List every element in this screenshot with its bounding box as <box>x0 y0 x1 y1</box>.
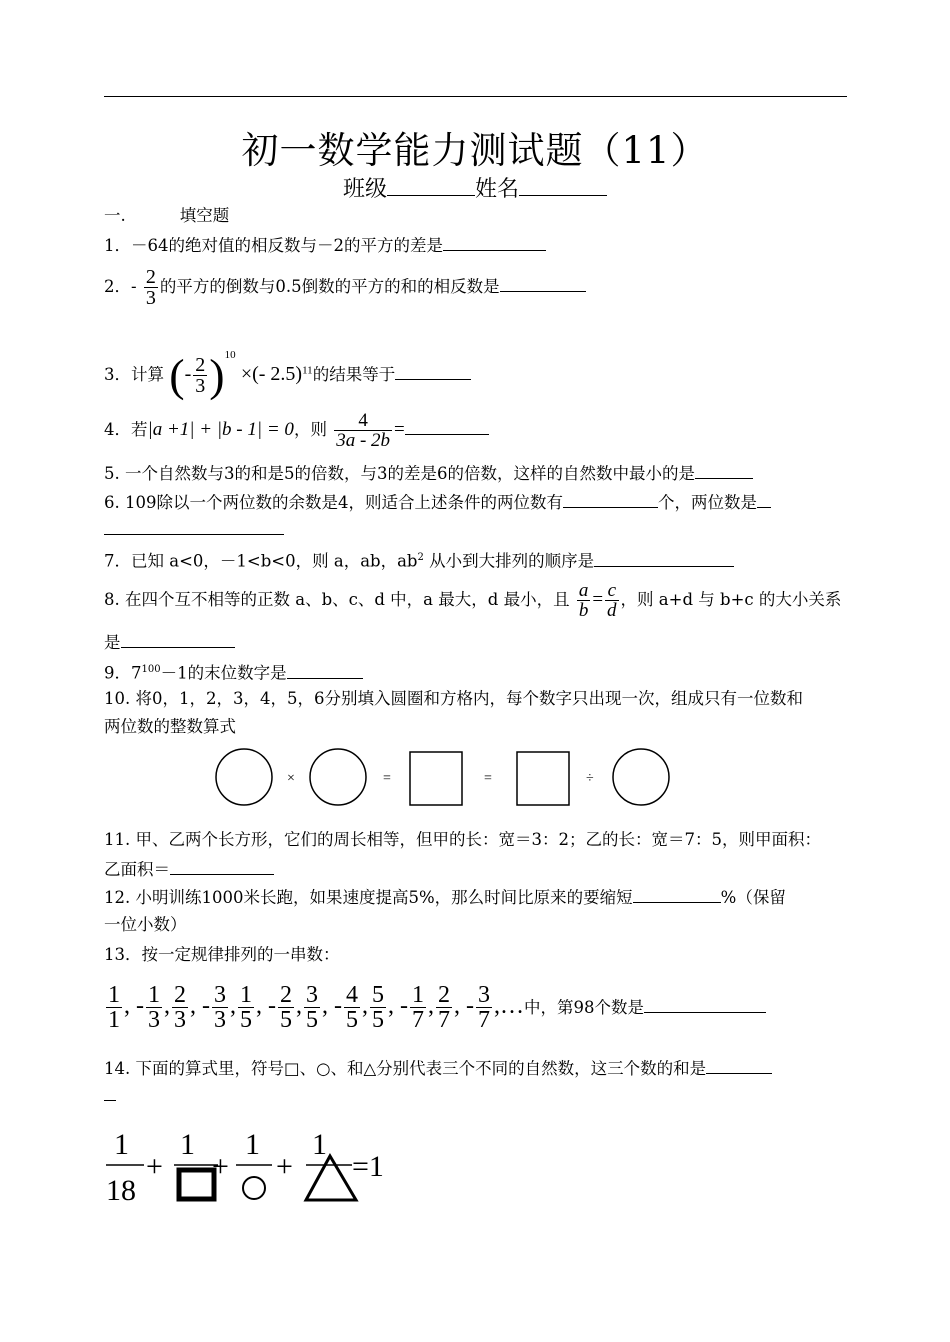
q10-shapes <box>0 740 950 815</box>
sequence-fraction: $\frac{5}{5}$ <box>372 981 384 1033</box>
fraction-numerator: 1 <box>180 1128 195 1161</box>
sequence-separator: , - <box>124 993 144 1019</box>
question-10: 10. 将0，1，2，3，4，5，6分别填入圆圈和方格内，每个数字只出现一次，组成只有一位数和 <box>104 689 803 708</box>
plus-sign: + <box>212 1150 229 1183</box>
answer-blank <box>644 996 766 1013</box>
sequence-separator: , - <box>256 993 276 1019</box>
answer-blank <box>443 234 546 251</box>
question-8-cont: 是 <box>104 631 235 654</box>
question-6-cont <box>104 518 284 541</box>
circle-symbol <box>243 1177 265 1199</box>
sequence-separator: , <box>362 993 368 1019</box>
question-14: 14. 下面的算式里，符号□、○、和△分别代表三个不同的自然数，这三个数的和是 <box>104 1057 772 1080</box>
plus-sign: + <box>146 1150 163 1183</box>
question-14-cont <box>104 1084 116 1107</box>
triangle-symbol <box>306 1156 356 1200</box>
class-blank <box>387 179 475 196</box>
circle-slot <box>613 749 669 805</box>
fraction-denominator: 18 <box>106 1174 136 1207</box>
name-blank <box>519 179 607 196</box>
question-8: 8. 在四个互不相等的正数 a、b、c、d 中，a 最大，d 最小，且 $\frac{a}{b}$ = $\frac{c}{d}$ ，则 a+d 与 b+c 的大小关系 <box>104 580 842 621</box>
page-title: 初一数学能力测试题（11） <box>241 129 709 172</box>
fraction: $\frac{4}{3a - 2b}$ <box>336 410 391 451</box>
sequence-separator: , - <box>454 993 474 1019</box>
sequence-fraction: $\frac{1}{5}$ <box>240 981 252 1033</box>
square-symbol <box>179 1170 214 1199</box>
question-9: 9．$7^{100}-1$的末位数字是 <box>104 659 363 685</box>
square-slot <box>410 752 462 805</box>
sequence-fraction: $\frac{1}{3}$ <box>148 981 160 1033</box>
number-sequence: $\frac{1}{1}$ , - $\frac{1}{3}$ , $\frac{2}{3}$ , - $\frac{3}{3}$ , $\frac{1}{5}$ , - $\frac{2}{5}$ , $\frac{3}{5}$ , - $\frac{4}{5}$ , $\frac{5}{5}$ , - $\frac{1}{7}$ , $\frac{2}{7}$ , - $\frac{3}{7}$ , <box>108 981 500 1033</box>
sequence-fraction: $\frac{3}{7}$ <box>478 981 490 1033</box>
question-13-sequence: $\frac{1}{1}$ , - $\frac{1}{3}$ , $\frac{2}{3}$ , - $\frac{3}{3}$ , $\frac{1}{5}$ , - $\frac{2}{5}$ , $\frac{3}{5}$ , - $\frac{4}{5}$ , $\frac{5}{5}$ , - $\frac{1}{7}$ , $\frac{2}{7}$ , - $\frac{3}{7}$ ,…中，第98个数是 <box>104 976 766 1038</box>
answer-blank <box>395 363 471 380</box>
answer-blank <box>287 662 363 679</box>
sequence-separator: , - <box>190 993 210 1019</box>
answer-blank <box>121 631 235 648</box>
sequence-fraction: $\frac{1}{1}$ <box>108 981 120 1033</box>
sequence-fraction: $\frac{3}{3}$ <box>214 981 226 1033</box>
question-5: 5. 一个自然数与3的和是5的倍数，与3的差是6的倍数，这样的自然数中最小的是 <box>104 462 753 485</box>
subtitle <box>0 172 950 203</box>
question-11-cont: 乙面积＝ <box>104 858 274 881</box>
sequence-fraction: $\frac{2}{3}$ <box>174 981 186 1033</box>
question-1: 1．－64的绝对值的相反数与－2的平方的差是 <box>104 234 546 257</box>
fraction-numerator: 1 <box>114 1128 129 1161</box>
equals-sign: = <box>383 771 391 786</box>
question-12: 12. 小明训练1000米长跑，如果速度提高5%，那么时间比原来的要缩短 %（保留 <box>104 888 786 907</box>
question-11: 11. 甲、乙两个长方形，它们的周长相等，但甲的长：宽＝3：2；乙的长：宽＝7：5，则甲面积： <box>104 830 821 849</box>
fraction: $\frac{c}{d}$ <box>607 580 617 621</box>
sequence-fraction: $\frac{2}{7}$ <box>438 981 450 1033</box>
question-3: 3．计算 (- $\frac{2}{3}$ )$^{10}$ ×(- 2.5)$^{11}$的结果等于 <box>104 326 471 405</box>
answer-blank <box>594 550 734 567</box>
answer-blank <box>563 491 658 508</box>
sequence-separator: , <box>428 993 434 1019</box>
fraction: $\frac{a}{b}$ <box>578 580 589 621</box>
sequence-fraction: $\frac{2}{5}$ <box>280 981 292 1033</box>
equals-one: =1 <box>352 1150 384 1183</box>
class-label: 班级 <box>342 177 387 202</box>
q14-equation <box>100 1120 420 1215</box>
answer-blank <box>405 418 489 435</box>
sequence-separator: , - <box>388 993 408 1019</box>
question-6: 6. 109除以一个两位数的余数是4，则适合上述条件的两位数有 个，两位数是 <box>104 491 771 514</box>
question-7: 7．已知 a<0，－1<b<0，则 a，ab，$ab^2$ 从小到大排列的顺序是 <box>104 547 734 573</box>
square-slot <box>517 752 569 805</box>
times-sign: × <box>287 771 295 786</box>
fraction: $\frac{2}{3}$ <box>145 266 156 309</box>
section-heading: 一. 填空题 <box>104 206 230 225</box>
question-2: 2．- $\frac{2}{3}$ 的平方的倒数与0.5倒数的平方的和的相反数是 <box>104 262 586 312</box>
sequence-fraction: $\frac{1}{7}$ <box>412 981 424 1033</box>
answer-blank <box>706 1057 772 1074</box>
answer-blank <box>104 518 284 535</box>
fraction-numerator: 1 <box>245 1128 260 1161</box>
answer-blank <box>695 462 753 479</box>
divide-sign: ÷ <box>586 771 594 786</box>
question-10-cont: 两位数的整数算式 <box>104 717 236 736</box>
answer-blank <box>633 886 721 903</box>
sequence-separator: , - <box>322 993 342 1019</box>
circle-slot <box>310 749 366 805</box>
equals-sign: = <box>484 771 492 786</box>
answer-blank <box>170 858 274 875</box>
question-13: 13．按一定规律排列的一串数： <box>104 945 340 964</box>
question-4: 4．若|a +1| + |b - 1| = 0，则 $\frac{4}{3a - 2b}$ = <box>104 402 489 458</box>
sequence-fraction: $\frac{3}{5}$ <box>306 981 318 1033</box>
answer-blank <box>500 275 586 292</box>
top-rule <box>104 96 847 97</box>
sequence-separator: , <box>164 993 170 1019</box>
name-label: 姓名 <box>475 177 520 202</box>
fraction-numerator: 1 <box>312 1128 327 1161</box>
fraction: $\frac{2}{3}$ <box>195 354 206 397</box>
circle-slot <box>216 749 272 805</box>
sequence-separator: , <box>230 993 236 1019</box>
plus-sign: + <box>276 1150 293 1183</box>
question-12-cont: 一位小数） <box>104 915 187 934</box>
sequence-fraction: $\frac{4}{5}$ <box>346 981 358 1033</box>
sequence-separator: , <box>296 993 302 1019</box>
